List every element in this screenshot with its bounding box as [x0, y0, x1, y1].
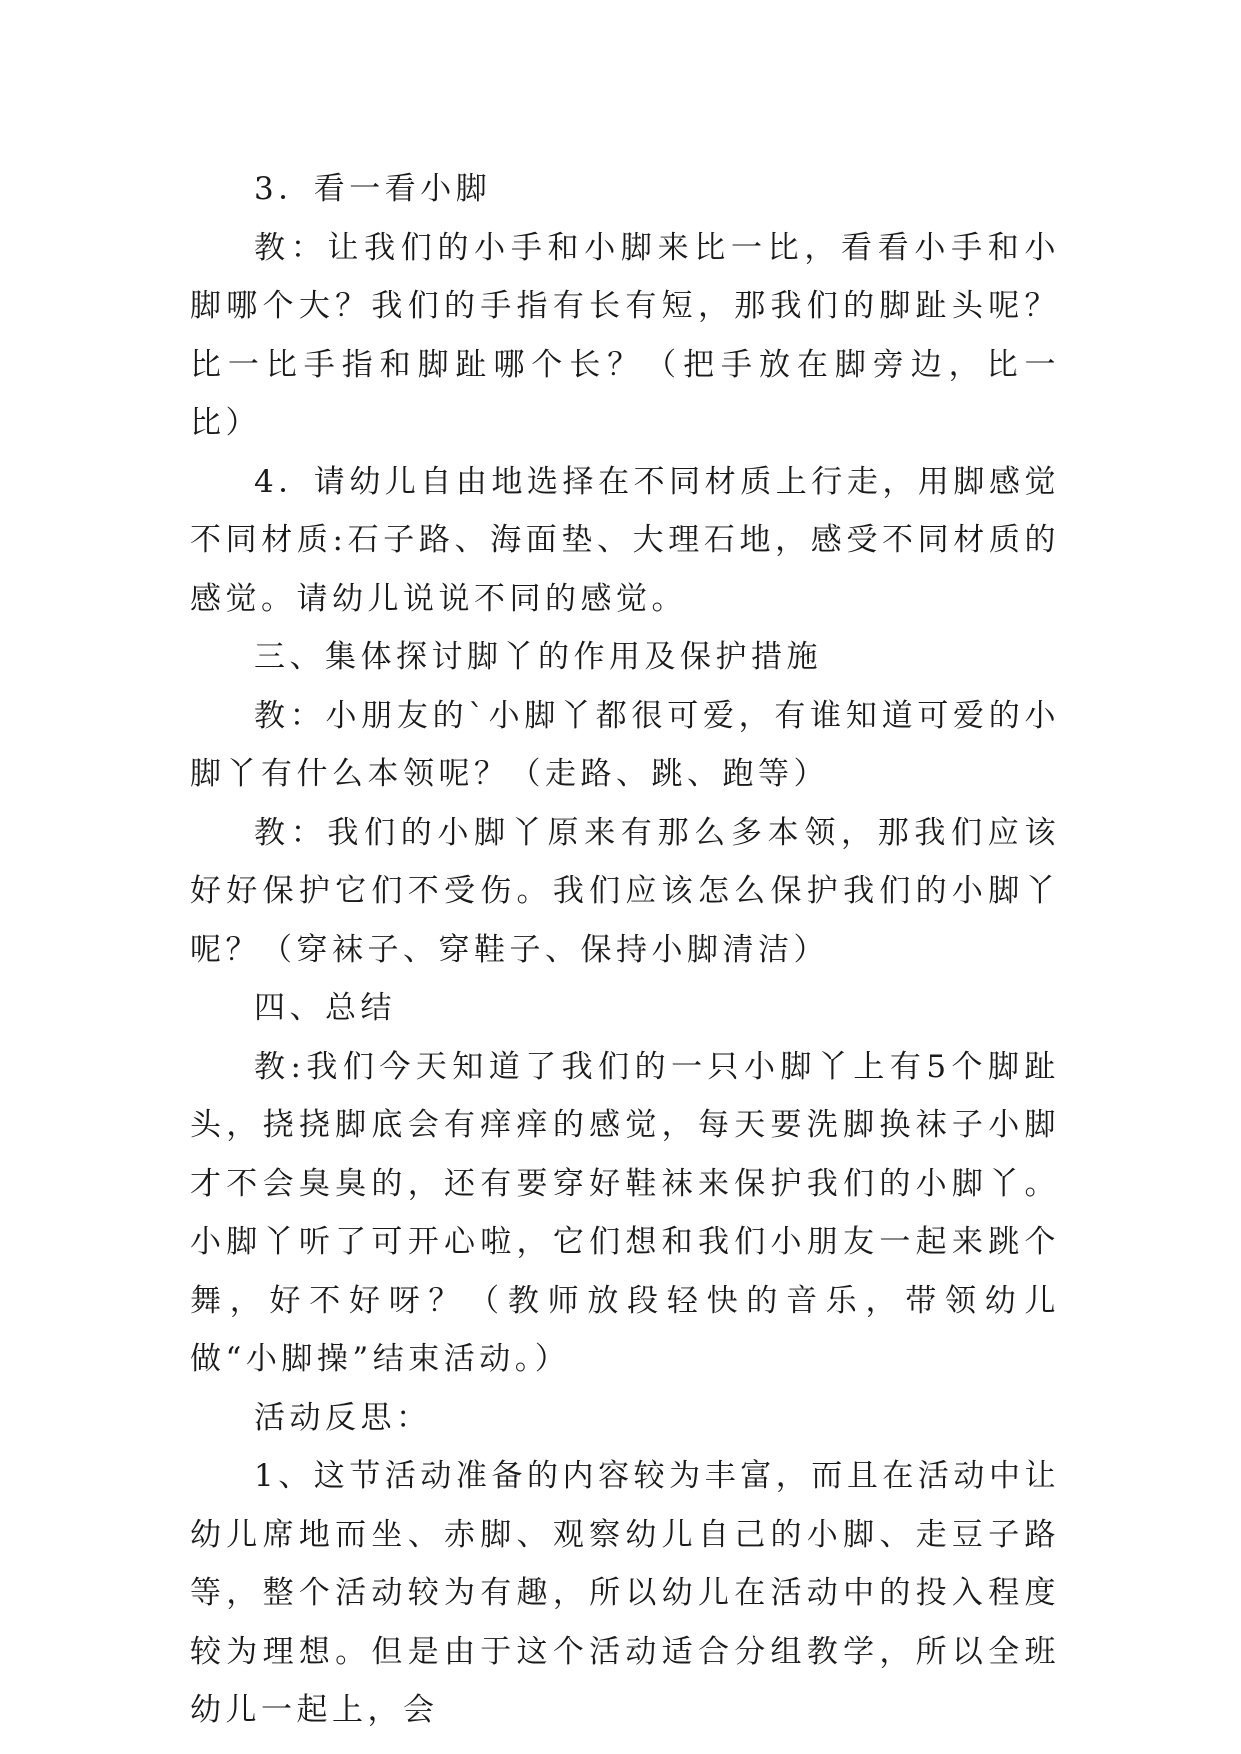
paragraph-reflection-1: 1、这节活动准备的内容较为丰富，而且在活动中让幼儿席地而坐、赤脚、观察幼儿自己的小脚、走豆子路等，整个活动较为有趣，所以幼儿在活动中的投入程度较为理想。但是由于这个活动适合分组教学，所以全班幼儿一起上，会 [190, 1458, 1060, 1728]
paragraph-walk-materials: 4．请幼儿自由地选择在不同材质上行走，用脚感觉不同材质:石子路、海面垫、大理石地，感受不同材质的感觉。请幼儿说说不同的感觉。 [190, 463, 1060, 617]
paragraph-compare-hands-feet: 教：让我们的小手和小脚来比一比，看看小手和小脚哪个大？我们的手指有长有短，那我们的脚趾头呢？比一比手指和脚趾哪个长？（把手放在脚旁边，比一比） [190, 229, 1060, 441]
heading-reflection: 活动反思： [254, 1399, 432, 1436]
paragraph-protect-feet: 教：我们的小脚丫原来有那么多本领，那我们应该好好保护它们不受伤。我们应该怎么保护我们的小脚丫呢？（穿袜子、穿鞋子、保持小脚清洁） [190, 814, 1060, 968]
section-heading-discussion: 三、集体探讨脚丫的作用及保护措施 [254, 639, 822, 675]
paragraph-summary: 教:我们今天知道了我们的一只小脚丫上有5个脚趾头，挠挠脚底会有痒痒的感觉，每天要洗脚换袜子小脚才不会臭臭的，还有要穿好鞋袜来保护我们的小脚丫。小脚丫听了可开心啦，它们想和我们小朋友一起来跳个舞，好不好呀？（教师放段轻快的音乐，带领幼儿做“小脚操”结束活动。） [190, 1048, 1060, 1377]
paragraph-feet-abilities: 教：小朋友的`小脚丫都很可爱，有谁知道可爱的小脚丫有什么本领呢？（走路、跳、跑等） [190, 697, 1060, 792]
section-heading-summary: 四、总结 [254, 990, 396, 1026]
heading-look-at-feet: 3．看一看小脚 [254, 171, 492, 207]
document-body [190, 160, 1060, 1740]
